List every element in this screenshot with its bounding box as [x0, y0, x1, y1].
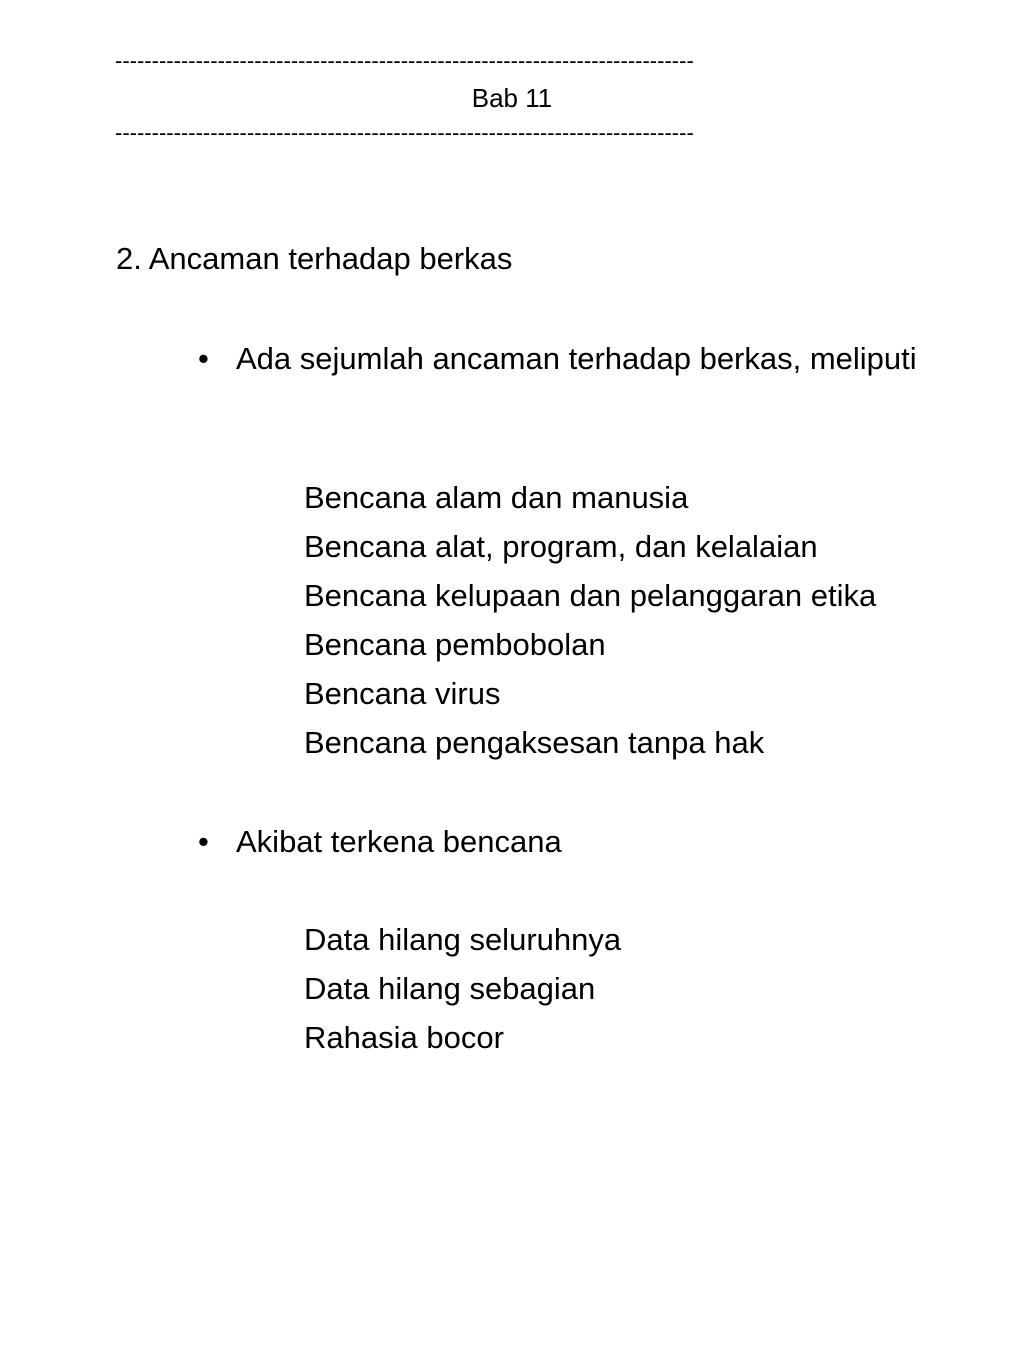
header-rule-bottom: ------------------------------------------------------------------------------- [115, 120, 694, 145]
list-item: Bencana pengaksesan tanpa hak [304, 725, 765, 760]
list-item: Bencana pembobolan [304, 627, 606, 662]
chapter-title: Bab 11 [471, 83, 553, 113]
threat-list [304, 473, 876, 767]
bullet-consequences [198, 821, 918, 862]
bullet-marker: • [198, 824, 209, 859]
list-item: Rahasia bocor [304, 1020, 504, 1055]
bullet-threats [198, 338, 918, 379]
bullet-text: Ada sejumlah ancaman terhadap berkas, meliputi [236, 341, 917, 376]
bullet-marker: • [198, 341, 209, 376]
section-heading: 2. Ancaman terhadap berkas [116, 241, 513, 276]
list-item: Bencana kelupaan dan pelanggaran etika [304, 578, 877, 613]
consequence-list [304, 915, 621, 1062]
list-item: Data hilang seluruhnya [304, 922, 622, 957]
list-item: Bencana alat, program, dan kelalaian [304, 529, 818, 564]
list-item: Bencana alam dan manusia [304, 480, 689, 515]
list-item: Bencana virus [304, 676, 501, 711]
bullet-text: Akibat terkena bencana [236, 824, 562, 859]
list-item: Data hilang sebagian [304, 971, 596, 1006]
header-rule-top: ------------------------------------------------------------------------------- [115, 48, 694, 73]
